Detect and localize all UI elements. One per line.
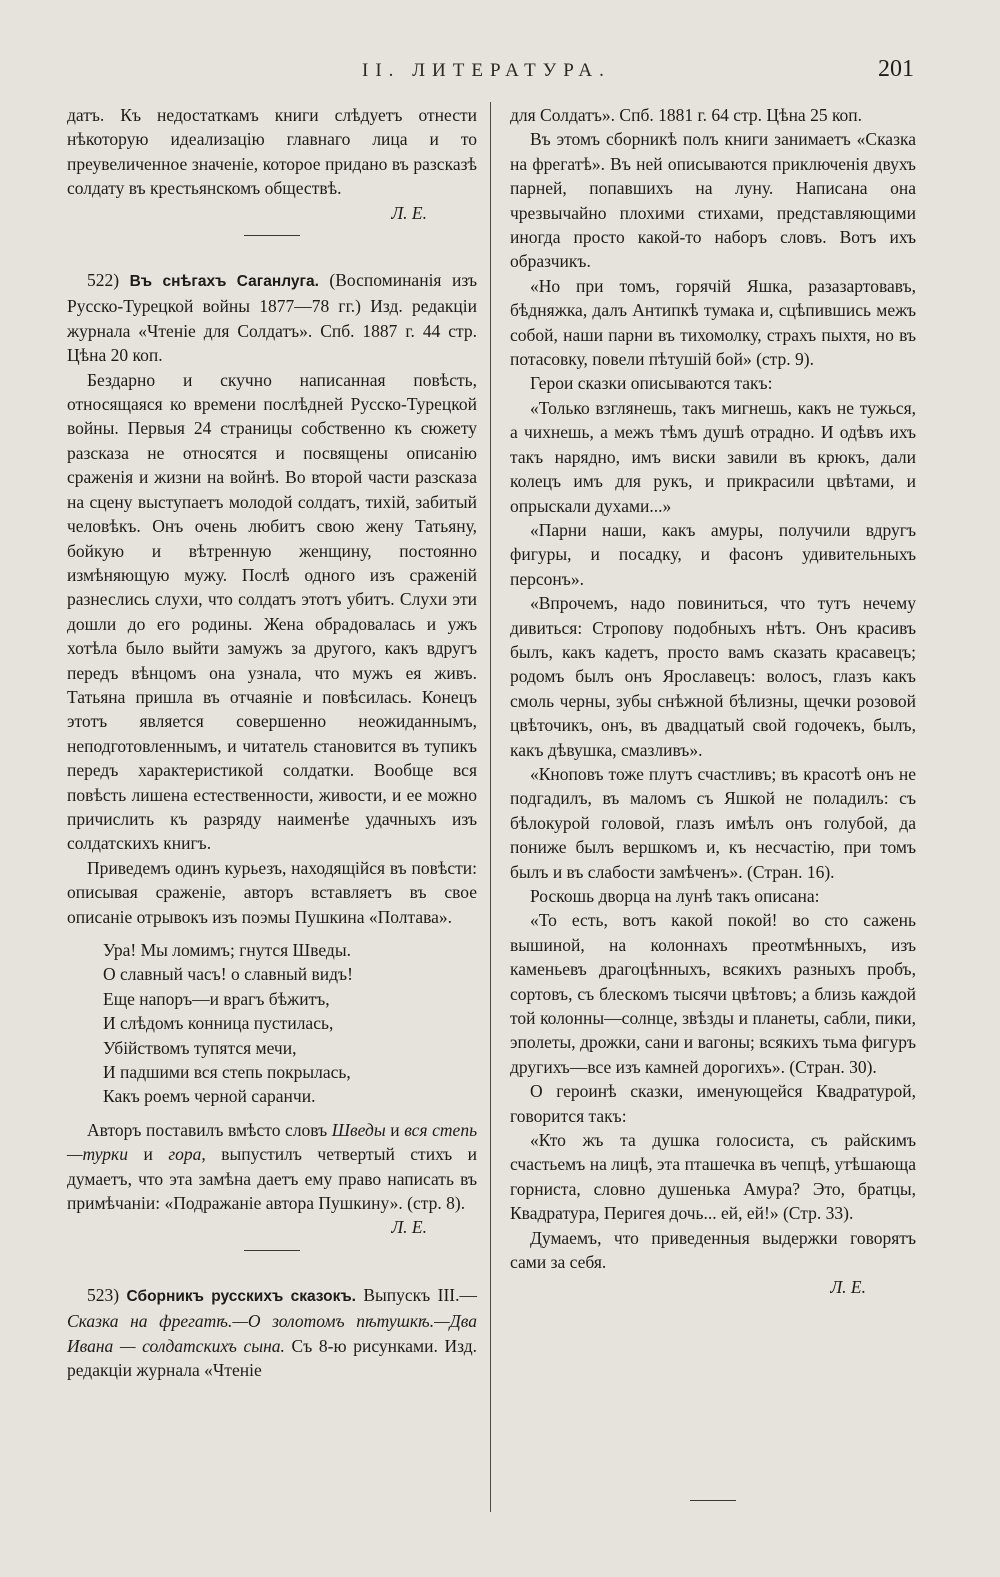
quote-paragraph: «Кноповъ тоже плутъ счастливъ; въ красотѣ онъ не подгадилъ, въ маломъ съ Яшкой не поладилъ: съ бѣлокурой головой, глазъ имѣлъ онъ голубой, да пониже былъ вершкомъ и, къ несчастію, при томъ былъ и въ слабости замѣченъ». (Стран. 16). xyxy=(510,763,916,882)
quote-paragraph: «Только взглянешь, такъ мигнешь, какъ не тужься, а чихнешь, а межъ тѣмъ душѣ отрадно. И одѣвъ ихъ такъ нарядно, имъ виски завили въ крюкъ, дали колецъ имъ для рукъ, и прикрасили цвѣтами, и опрыскали духами...» xyxy=(510,397,916,516)
poem-line: И падшими вся степь покрылась, xyxy=(103,1062,351,1083)
end-rule xyxy=(690,1500,736,1501)
text-run: Съ 8-ю рисунками. Изд. редакціи журнала «Чтеніе xyxy=(67,1335,477,1381)
continued-paragraph: для Солдатъ». Спб. 1881 г. 64 стр. Цѣна 25 коп. xyxy=(510,105,863,125)
poem-line: Какъ роемъ черной саранчи. xyxy=(103,1086,316,1107)
quote-paragraph: «То есть, вотъ какой покой! во сто сажень вышиной, на колоннахъ преотмѣнныхъ, изъ каменьевъ драгоцѣнныхъ, всякихъ разныхъ пробъ, сортовъ, съ блескомъ тысячи цвѣтовъ; а близь каждой той колонны—солнце, звѣзды и планеты, сабли, пики, эполеты, дрожки, сани и вагоны; всякихъ тьма фигуръ другихъ—все изъ камней дорогихъ». (Стран. 30). xyxy=(510,910,916,1077)
poem-line: И слѣдомъ конница пустилась, xyxy=(103,1013,334,1034)
review-paragraph: Бездарно и скучно написанная повѣсть, относящаяся ко времени послѣдней Русско-Турецкой войны. Первыя 24 страницы собственно къ сюжету разсказа не относятся и посвящены описанію сраженія и жизни на войнѣ. Во второй части разсказа на сцену выступаетъ молодой солдатъ, тихій, забитый человѣкъ. Онъ очень любитъ свою жену Татьяну, бойкую и вѣтренную женщину, постоянно измѣняющую мужу. Послѣ одного изъ сраженій разнеслись слухи, что солдатъ этотъ убитъ. Слухи эти дошли до его родины. Жена обрадовалась и ужъ хотѣла было выйти замужъ за другого, какъ вдругъ передъ вѣнцомъ она узнала, что мужъ ея живъ. Татьяна пришла въ отчаяніе и повѣсилась. Конецъ этотъ является совершенно неожиданнымъ, неподготовленнымъ, и читатель становится въ тупикъ передъ характеристикой солдатки. Вообще вся повѣсть лишена естественности, живости, и ее можно причислить къ разряду наименѣе удачныхъ изъ солдатскихъ книгъ. xyxy=(67,369,477,854)
signature: Л. Е. xyxy=(391,1217,427,1238)
italic-run: вся степь—турки xyxy=(67,1119,478,1165)
review-paragraph: Герои сказки описываются такъ: xyxy=(530,373,773,394)
quote-paragraph: «Впрочемъ, надо повиниться, что тутъ нечему дивиться: Стропову подобныхъ нѣтъ. Онъ красивъ былъ, какъ кадетъ, просто вамъ сказать красавецъ; родомъ былъ онъ Ярославецъ: волосъ, глазъ какъ смоль черны, зубы снѣжной бѣлизны, щечки розовой цвѣточикъ, онъ, въ двадцатый свой годочекъ, былъ, какъ дѣвушка, смазливъ». xyxy=(510,593,916,760)
spacer xyxy=(67,248,477,268)
poem-line: О славный часъ! о славный видъ! xyxy=(103,964,353,985)
poem-line: Убійствомъ тупятся мечи, xyxy=(103,1037,297,1058)
right-column xyxy=(510,103,916,1299)
entry-number: 523) xyxy=(87,1284,120,1305)
text-run: Выпускъ III.— xyxy=(363,1284,478,1305)
entry-title: Сборникъ русскихъ сказокъ. xyxy=(126,1287,356,1305)
spacer xyxy=(67,1263,477,1283)
entry-522 xyxy=(67,268,477,368)
left-column xyxy=(67,103,477,1383)
text-run: выпустилъ четвертый стихъ и думаетъ, что эта замѣна даетъ ему право написать въ примѣчаніи: «Подражаніе автора Пушкину». (стр. 8). xyxy=(67,1144,478,1214)
review-paragraph: Думаемъ, что приведенныя выдержки говорятъ сами за себя. xyxy=(510,1227,916,1273)
page-number: 201 xyxy=(878,56,914,82)
entry-number: 522) xyxy=(87,270,120,291)
entry-title: Въ снѣгахъ Саганлуга. xyxy=(129,273,319,291)
signature: Л. Е. xyxy=(391,202,427,223)
continued-paragraph: датъ. Къ недостаткамъ книги слѣдуетъ отнести нѣкоторую идеализацію главнаго лица и то преувеличенное значеніе, которое придано въ разсказѣ солдату въ крестьянскомъ обществѣ. xyxy=(67,105,477,199)
entry-523 xyxy=(67,1283,477,1383)
separator-rule xyxy=(244,1250,300,1251)
signature: Л. Е. xyxy=(830,1276,866,1297)
italic-run: гора, xyxy=(168,1144,206,1165)
italic-run: Сказка на фрегатѣ.—О золотомъ пѣтушкѣ.—Два Ивана — солдатскихъ сына. xyxy=(67,1311,477,1356)
quote-paragraph: «Но при томъ, горячій Яшка, разазартовавъ, бѣдняжка, далъ Антипкѣ тумака и, сцѣпившись межъ собой, наши парни въ тихомолку, страхъ пыхтя, но въ потасовку, повели пѣтушій бой» (стр. 9). xyxy=(510,275,916,370)
review-paragraph xyxy=(67,1118,477,1216)
review-paragraph: О героинѣ сказки, именующейся Квадратурой, говорится такъ: xyxy=(510,1081,916,1126)
poem-line: Еще напоръ—и врагъ бѣжитъ, xyxy=(103,988,330,1009)
running-head: II. ЛИТЕРАТУРА. xyxy=(362,60,611,81)
poem-line: Ура! Мы ломимъ; гнутся Шведы. xyxy=(103,940,351,960)
text-run: и xyxy=(390,1119,400,1140)
review-paragraph: Приведемъ одинъ курьезъ, находящійся въ повѣсти: описывая сраженіе, авторъ вставляетъ въ свое описаніе отрывокъ изъ поэмы Пушкина «Полтава». xyxy=(67,857,477,927)
review-paragraph: Въ этомъ сборникѣ полъ книги занимаетъ «Сказка на фрегатѣ». Въ ней описываются приключенія двухъ парней, попавшихъ на луну. Написана она чрезвычайно плохими стихами, представляющими иногда просто какой-то наборъ словъ. Вотъ ихъ образчикъ. xyxy=(510,129,916,272)
quote-paragraph: «Парни наши, какъ амуры, получили вдругъ фигуры, и посадку, и фасонъ удивительныхъ персонъ». xyxy=(510,519,916,589)
column-divider xyxy=(490,102,491,1512)
text-run: Авторъ поставилъ вмѣсто словъ xyxy=(87,1119,328,1140)
page-header xyxy=(0,56,1000,86)
review-paragraph: Роскошь дворца на лунѣ такъ описана: xyxy=(530,886,820,906)
quote-paragraph: «Кто жъ та душка голосиста, съ райскимъ счастьемъ на лицѣ, эта пташечка въ чепцѣ, утѣшающа горниста, словно душенька Амура? Это, братцы, Квадратура, Перигея дочь... ей, ей!» (Стр. 33). xyxy=(510,1130,916,1224)
separator-rule xyxy=(244,235,300,236)
entry-bibliographic: (Воспоминанія изъ Русско-Турецкой войны 1877—78 гг.) Изд. редакціи журнала «Чтеніе для Солдатъ». Спб. 1887 г. 44 стр. Цѣна 20 коп. xyxy=(67,270,477,366)
poem-quote xyxy=(103,938,477,1109)
italic-run: Шведы xyxy=(331,1119,386,1140)
text-run: и xyxy=(143,1144,153,1165)
